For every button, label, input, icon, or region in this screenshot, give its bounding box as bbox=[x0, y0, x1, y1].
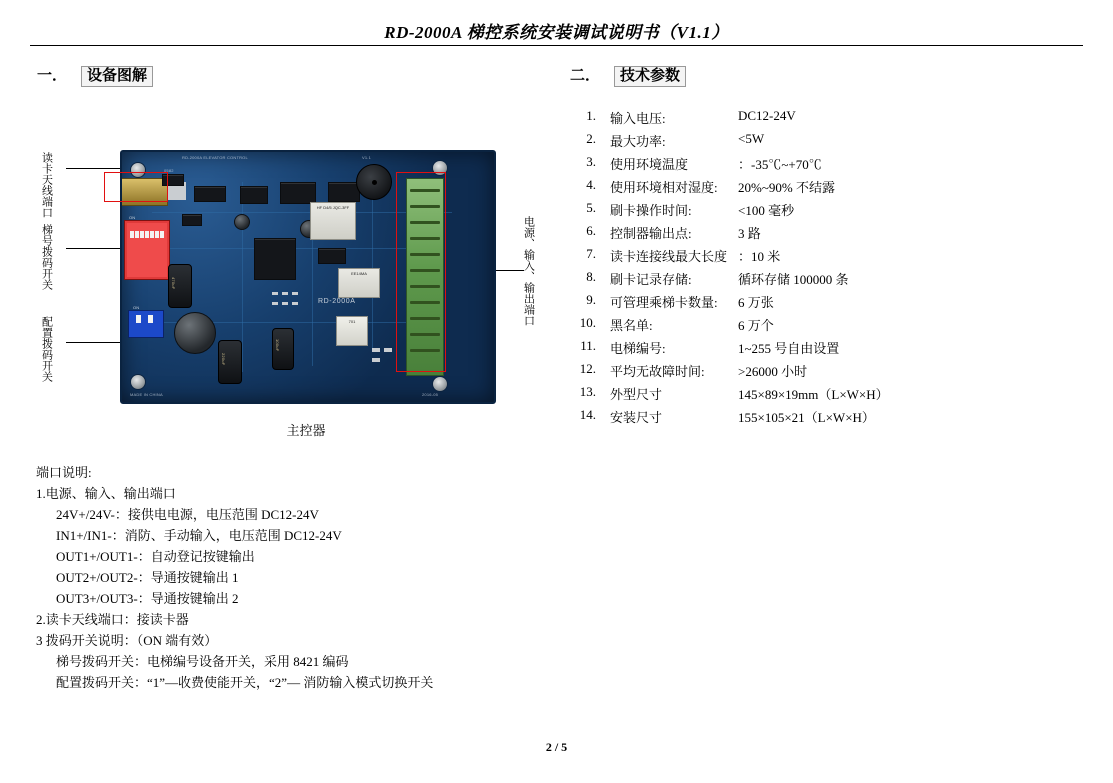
section-heading-tech-specs bbox=[570, 64, 686, 85]
section-one-number: 一． bbox=[37, 68, 68, 84]
port-note-line-2: 24V+/24V-：接供电电源，电压范围 DC12-24V bbox=[56, 507, 319, 522]
smd-part bbox=[272, 302, 278, 305]
port-note-line-10: 配置拨码开关：“1”—收费使能开关，“2”— 消防输入模式切换开关 bbox=[56, 675, 434, 690]
spec-label: 刷卡操作时间: bbox=[610, 203, 692, 218]
capacitor-220uf-label: 220uF bbox=[221, 353, 226, 366]
relay-ee14ma-label: EE14MA bbox=[351, 271, 367, 276]
silk-top-2: V1.1 bbox=[362, 155, 372, 160]
spec-row bbox=[570, 315, 1080, 338]
spec-label: 读卡连接线最大长度 bbox=[610, 249, 728, 264]
spec-index: 5. bbox=[586, 200, 596, 215]
port-note-line-6: OUT3+/OUT3-：导通按键输出 2 bbox=[56, 591, 239, 606]
spec-value: 3 路 bbox=[738, 226, 761, 241]
silk-bottom-1: MADE IN CHINA bbox=[130, 392, 163, 397]
port-note-line-8: 3 拨码开关说明：（ON 端有效） bbox=[36, 633, 218, 648]
relay-jqc-label: HF D4/5 JQC-3FF bbox=[316, 205, 350, 210]
spec-index: 9. bbox=[586, 292, 596, 307]
crystal bbox=[234, 214, 250, 230]
spec-row bbox=[570, 292, 1080, 315]
dip-lever bbox=[145, 231, 149, 238]
ic-chip bbox=[318, 248, 346, 264]
spec-label: 最大功率: bbox=[610, 134, 666, 149]
spec-row bbox=[570, 246, 1080, 269]
dip-lever bbox=[155, 231, 159, 238]
component-701-label: 701 bbox=[348, 319, 356, 324]
spec-label: 外型尺寸 bbox=[610, 387, 663, 402]
screw-hole bbox=[432, 376, 448, 392]
spec-row bbox=[570, 407, 1080, 430]
pcb-trace bbox=[242, 182, 243, 372]
smd-part bbox=[282, 292, 288, 295]
spec-row bbox=[570, 361, 1080, 384]
spec-value: 20%~90% 不结露 bbox=[738, 180, 835, 195]
ic-chip bbox=[328, 182, 360, 202]
spec-index: 14. bbox=[579, 407, 596, 422]
dip-config-lever bbox=[136, 315, 141, 323]
dip-switch-floor bbox=[124, 215, 170, 280]
dip-label-on: ON bbox=[129, 215, 136, 220]
capacitor-220uf bbox=[218, 340, 242, 384]
relay-jqc bbox=[310, 202, 356, 240]
spec-row bbox=[570, 269, 1080, 292]
spec-value: 155×105×21（L×W×H） bbox=[738, 410, 875, 425]
silk-top-1: RD-2000A ELEVATOR CONTROL bbox=[182, 155, 248, 160]
port-note-line-7: 2.读卡天线端口：接读卡器 bbox=[36, 612, 189, 627]
spec-label: 使用环境相对湿度: bbox=[610, 180, 718, 195]
spec-value: >26000 小时 bbox=[738, 364, 808, 379]
tech-spec-list bbox=[570, 108, 1080, 430]
smd-part bbox=[292, 292, 298, 295]
spec-label: 可管理乘梯卡数量: bbox=[610, 295, 718, 310]
buzzer bbox=[356, 164, 392, 200]
spec-value: <5W bbox=[738, 131, 765, 146]
spec-label: 刷卡记录存储: bbox=[610, 272, 692, 287]
spec-label: 安装尺寸 bbox=[610, 410, 663, 425]
silk-board-name: RD-2000A bbox=[318, 298, 356, 305]
spec-row bbox=[570, 131, 1080, 154]
silk-0582: 0582 bbox=[164, 168, 174, 173]
ic-chip bbox=[280, 182, 316, 204]
leader-line-config-dip bbox=[66, 342, 122, 343]
spec-value: ：-35℃~+70℃ bbox=[738, 157, 822, 172]
spec-row bbox=[570, 338, 1080, 361]
spec-index: 1. bbox=[586, 108, 596, 123]
ic-chip bbox=[240, 186, 268, 204]
spec-label: 平均无故障时间: bbox=[610, 364, 705, 379]
dip-lever bbox=[140, 231, 144, 238]
smd-part bbox=[372, 348, 380, 352]
spec-index: 2. bbox=[586, 131, 596, 146]
spec-label: 控制器输出点: bbox=[610, 226, 692, 241]
section-two-label: 技术参数 bbox=[614, 66, 686, 87]
dip-config-label-on: ON bbox=[133, 305, 140, 310]
spec-value: 6 万张 bbox=[738, 295, 774, 310]
spec-value: ：10 米 bbox=[738, 249, 781, 264]
spec-value: 1~255 号自由设置 bbox=[738, 341, 840, 356]
spec-row bbox=[570, 177, 1080, 200]
smd-part bbox=[372, 358, 380, 362]
silk-bottom-2: 2016-05 bbox=[422, 392, 439, 397]
spec-label: 黑名单: bbox=[610, 318, 653, 333]
electrolytic-capacitor bbox=[174, 312, 216, 354]
leader-line-antenna bbox=[66, 168, 122, 169]
ic-chip bbox=[182, 214, 202, 226]
port-notes-title: 端口说明: bbox=[36, 465, 92, 480]
highlight-io-port bbox=[396, 172, 446, 372]
spec-index: 7. bbox=[586, 246, 596, 261]
mcu-chip bbox=[254, 238, 296, 280]
spec-value: <100 毫秒 bbox=[738, 203, 795, 218]
board-diagram bbox=[36, 120, 556, 440]
dip-switch-config bbox=[128, 305, 164, 338]
spec-label: 电梯编号: bbox=[610, 341, 666, 356]
label-antenna-port: 读卡天线端口 bbox=[40, 152, 53, 218]
dip-lever bbox=[160, 231, 164, 238]
dip-config-lever bbox=[148, 315, 153, 323]
spec-value: 145×89×19mm（L×W×H） bbox=[738, 387, 889, 402]
header-divider bbox=[30, 45, 1083, 46]
relay-ee14ma bbox=[338, 268, 380, 298]
port-note-line-4: OUT1+/OUT1-：自动登记按键输出 bbox=[56, 549, 255, 564]
capacitor-470uf bbox=[168, 264, 192, 308]
label-config-dip-switch: 配置拨码开关 bbox=[40, 316, 53, 382]
spec-value: 循环存储 100000 条 bbox=[738, 272, 849, 287]
spec-row bbox=[570, 384, 1080, 407]
smd-part bbox=[292, 302, 298, 305]
spec-label: 输入电压: bbox=[610, 111, 666, 126]
highlight-antenna-port bbox=[104, 172, 168, 202]
capacitor-100uf-label: 100uF bbox=[275, 339, 280, 352]
smd-part bbox=[272, 292, 278, 295]
spec-index: 6. bbox=[586, 223, 596, 238]
page-number: 2 / 5 bbox=[545, 740, 568, 754]
dip-lever bbox=[130, 231, 134, 238]
component-701 bbox=[336, 316, 368, 346]
spec-row bbox=[570, 223, 1080, 246]
spec-index: 13. bbox=[579, 384, 596, 399]
port-note-line-3: IN1+/IN1-：消防、手动输入，电压范围 DC12-24V bbox=[56, 528, 342, 543]
capacitor-470uf-label: 470uF bbox=[171, 277, 176, 290]
dip-lever bbox=[150, 231, 154, 238]
port-note-line-9: 梯号拨码开关：电梯编号设备开关，采用 8421 编码 bbox=[56, 654, 349, 669]
spec-index: 11. bbox=[580, 338, 596, 353]
screw-hole bbox=[130, 374, 146, 390]
spec-value: DC12-24V bbox=[738, 108, 796, 123]
ic-chip bbox=[194, 186, 226, 202]
diagram-caption: 主控器 bbox=[286, 423, 326, 438]
section-heading-equipment-diagram bbox=[37, 64, 153, 85]
spec-index: 12. bbox=[579, 361, 596, 376]
smd-part bbox=[282, 302, 288, 305]
spec-value: 6 万个 bbox=[738, 318, 774, 333]
spec-index: 8. bbox=[586, 269, 596, 284]
spec-label: 使用环境温度 bbox=[610, 157, 689, 172]
spec-row bbox=[570, 108, 1080, 131]
label-floor-dip-switch: 梯号拨码开关 bbox=[40, 224, 53, 290]
dip-lever bbox=[135, 231, 139, 238]
spec-index: 3. bbox=[586, 154, 596, 169]
leader-line-floor-dip bbox=[66, 248, 122, 249]
spec-index: 10. bbox=[579, 315, 596, 330]
smd-part bbox=[384, 348, 392, 352]
capacitor-100uf bbox=[272, 328, 294, 370]
spec-row bbox=[570, 200, 1080, 223]
spec-row bbox=[570, 154, 1080, 177]
document-title: RD-2000A 梯控系统安装调试说明书（V1.1） bbox=[384, 23, 729, 42]
label-io-port: 电源、输入、输出端口 bbox=[522, 216, 535, 326]
section-two-number: 二． bbox=[570, 68, 601, 84]
port-note-line-1: 1.电源、输入、输出端口 bbox=[36, 486, 176, 501]
section-one-label: 设备图解 bbox=[81, 66, 153, 87]
port-note-line-5: OUT2+/OUT2-：导通按键输出 1 bbox=[56, 570, 239, 585]
spec-index: 4. bbox=[586, 177, 596, 192]
